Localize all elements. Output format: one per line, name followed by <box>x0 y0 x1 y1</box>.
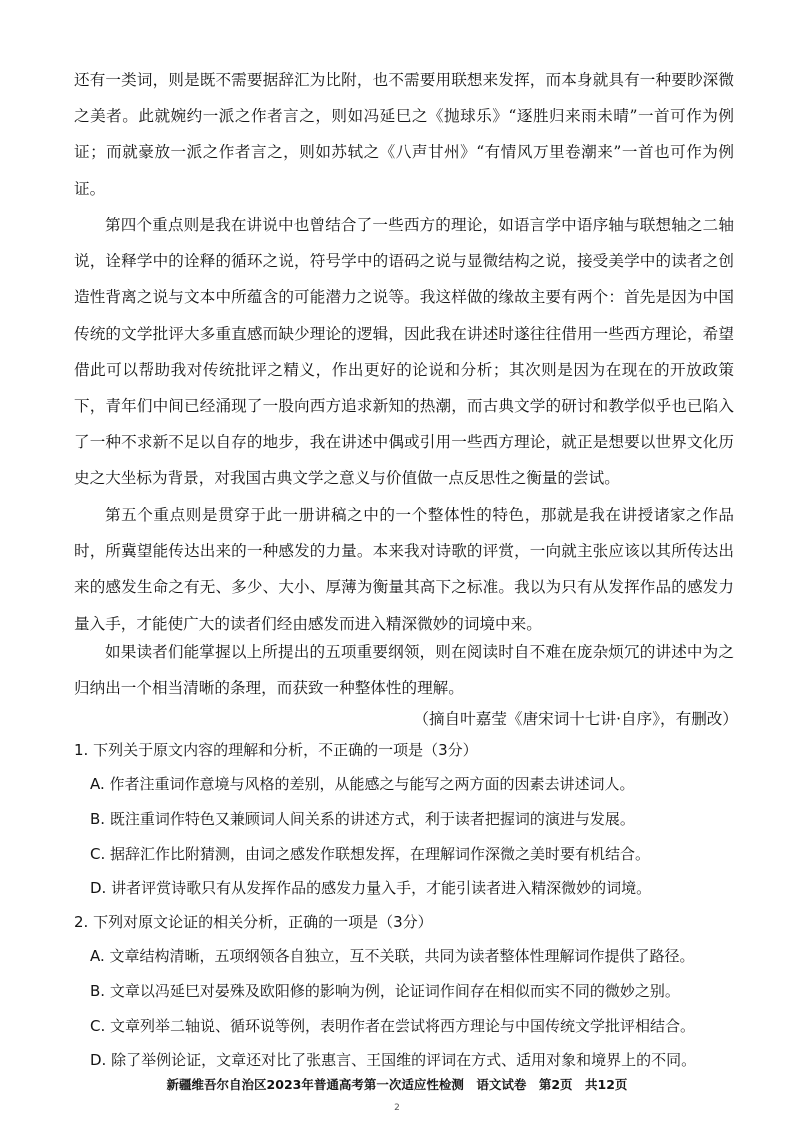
question-option-a: A. 作者注重词作意境与风格的差别，从能感之与能写之两方面的因素去讲述词人。 <box>90 775 635 793</box>
question-option-d: D. 除了举例论证，文章还对比了张惠言、王国维的评词在方式、适用对象和境界上的不同。 <box>90 1051 697 1069</box>
question-option-b: B. 文章以冯延巳对晏殊及欧阳修的影响为例，论证词作间存在相似而实不同的微妙之别。 <box>90 982 680 1000</box>
page-footer: 新疆维吾尔自治区2023年普通高考第一次适应性检测 语文试卷 第2页 共12页 <box>166 1077 628 1092</box>
question-option-c: C. 文章列举二轴说、循环说等例，表明作者在尝试将西方理论与中国传统文学批评相结合。 <box>90 1017 696 1035</box>
passage-paragraph-1: 还有一类词，则是既不需要据辞汇为比附，也不需要用联想来发挥，而本身就具有一种要眇深微之美者。此就婉约一派之作者言之，则如冯延巳之《抛球乐》“逐胜归来雨未晴”一首可作为例证；而就豪放一派之作者言之，则如苏轼之《八声甘州》“有情风万里卷潮来”一首也可作为例证。 <box>74 71 734 198</box>
passage-paragraph-4: 如果读者们能掌握以上所提出的五项重要纲领，则在阅读时自不难在庞杂烦冗的讲述中为之归纳出一个相当清晰的条理，而获致一种整体性的理解。 <box>74 643 734 698</box>
question-option-d: D. 讲者评赏诗歌只有从发挥作品的感发力量入手，才能引读者进入精深微妙的词境。 <box>90 879 652 897</box>
question-stem: 2. 下列对原文论证的相关分析，正确的一项是（3分） <box>74 913 433 931</box>
passage-paragraph-3: 第五个重点则是贯穿于此一册讲稿之中的一个整体性的特色，那就是我在讲授诸家之作品时，所冀望能传达出来的一种感发的力量。本来我对诗歌的评赏，一向就主张应该以其所传达出来的感发生命之有无、多少、大小、厚薄为衡量其高下之标准。我以为只有从发挥作品的感发力量入手，才能使广大的读者们经由感发而进入精深微妙的词境中来。 <box>74 506 734 633</box>
question-option-b: B. 既注重词作特色又兼顾词人间关系的讲述方式，利于读者把握词的演进与发展。 <box>90 810 635 828</box>
passage-paragraph-2: 第四个重点则是我在讲说中也曾结合了一些西方的理论，如语言学中语序轴与联想轴之二轴说，诠释学中的诠释的循环之说，符号学中的语码之说与显微结构之说，接受美学中的读者之创造性背离之说与文本中所蕴含的可能潜力之说等。我这样做的缘故主要有两个：首先是因为中国传统的文学批评大多重直感而缺少理论的逻辑，因此我在讲述时遂往往借用一些西方理论，希望借此可以帮助我对传统批评之精义，作出更好的论说和分析；其次则是因为在现在的开放政策下，青年们中间已经涌现了一股向西方追求新知的热潮，而古典文学的研讨和教学似乎也已陷入了一种不求新不足以自存的地步，我在讲述中偶或引用一些西方理论，就正是想要以世界文化历史之大坐标为背景，对我国古典文学之意义与价值做一点反思性之衡量的尝试。 <box>74 216 734 488</box>
question-option-c: C. 据辞汇作比附猜测，由词之感发作联想发挥，在理解词作深微之美时要有机结合。 <box>90 845 651 863</box>
passage-source: （摘自叶嘉莹《唐宋词十七讲·自序》，有删改） <box>413 710 738 728</box>
question-option-a: A. 文章结构清晰，五项纲领各自独立，互不关联，共同为读者整体性理解词作提供了路径。 <box>90 947 695 965</box>
page-number: 2 <box>394 1103 400 1113</box>
question-stem: 1. 下列关于原文内容的理解和分析，不正确的一项是（3分） <box>74 741 478 759</box>
